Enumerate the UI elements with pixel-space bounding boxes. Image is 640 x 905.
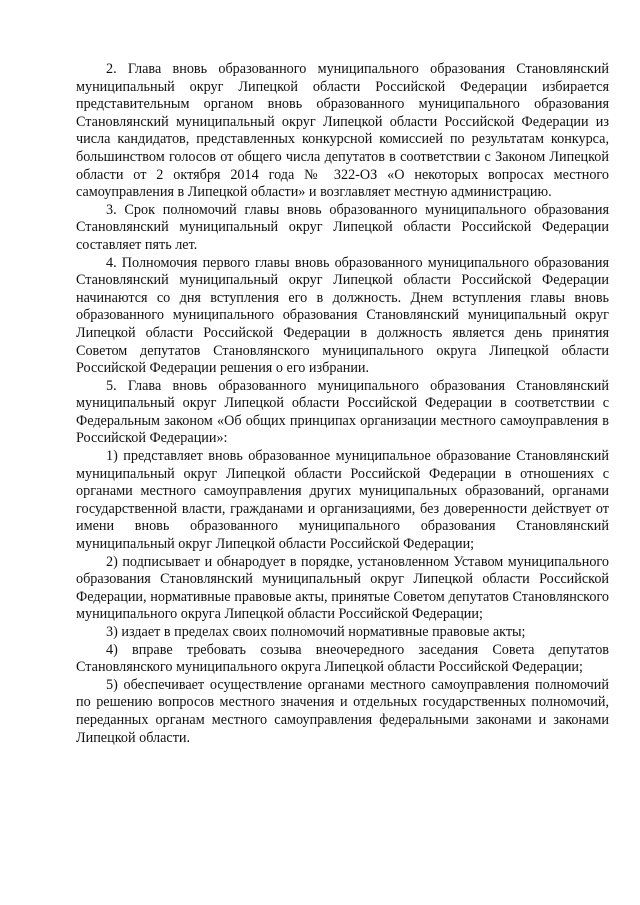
list-item-1: 1) представляет вновь образованное муниципальное образование Становлянский муниципальный округ Липецкой области Российской Федерации в отношениях с органами местного самоуправления других муниципальных образований, органами государственной власти, гражданами и организациями, без доверенности действует от имени вновь образованного муниципального образования Становлянский муниципальный округ Липецкой области Российской Федерации; [76, 448, 609, 553]
list-item-5: 5) обеспечивает осуществление органами местного самоуправления полномочий по решению вопросов местного значения и отдельных государственных полномочий, переданных органам местного самоуправления федеральными законами и законами Липецкой области. [76, 676, 609, 746]
list-item-3: 3) издает в пределах своих полномочий нормативные правовые акты; [106, 624, 526, 640]
list-item-4: 4) вправе требовать созыва внеочередного заседания Совета депутатов Становлянского муниципального округа Липецкой области Российской Федерации; [76, 641, 609, 676]
paragraph-5: 5. Глава вновь образованного муниципального образования Становлянский муниципальный округ Липецкой области Российской Федерации в соответствии с Федеральным законом «Об общих принципах организации местного самоуправления в Российской Федерации»: [76, 377, 609, 447]
paragraph-3: 3. Срок полномочий главы вновь образованного муниципального образования Становлянский муниципальный округ Липецкой области Российской Федерации составляет пять лет. [76, 201, 609, 253]
paragraph-4: 4. Полномочия первого главы вновь образованного муниципального образования Становлянский муниципальный округ Липецкой области Российской Федерации начинаются со дня вступления его в должность. Днем вступления главы вновь образованного муниципального образования Становлянский муниципальный округ Липецкой области Российской Федерации в должность является день принятия Советом депутатов Становлянского муниципального округа Липецкой области Российской Федерации решения о его избрании. [76, 254, 609, 377]
paragraph-2: 2. Глава вновь образованного муниципального образования Становлянский муниципальный округ Липецкой области Российской Федерации избирается представительным органом вновь образованного муниципального образования Становлянский муниципальный округ Липецкой области Российской Федерации из числа кандидатов, представленных конкурсной комиссией по результатам конкурса, большинством голосов от общего числа депутатов в соответствии с Законом Липецкой области от 2 октября 2014 года № 322-ОЗ «О некоторых вопросах местного самоуправления в Липецкой области» и возглавляет местную администрацию. [76, 61, 609, 201]
document-page [76, 61, 609, 747]
list-item-2: 2) подписывает и обнародует в порядке, установленном Уставом муниципального образования Становлянский муниципальный округ Липецкой области Российской Федерации, нормативные правовые акты, принятые Советом депутатов Становлянского муниципального округа Липецкой области Российской Федерации; [76, 553, 609, 623]
